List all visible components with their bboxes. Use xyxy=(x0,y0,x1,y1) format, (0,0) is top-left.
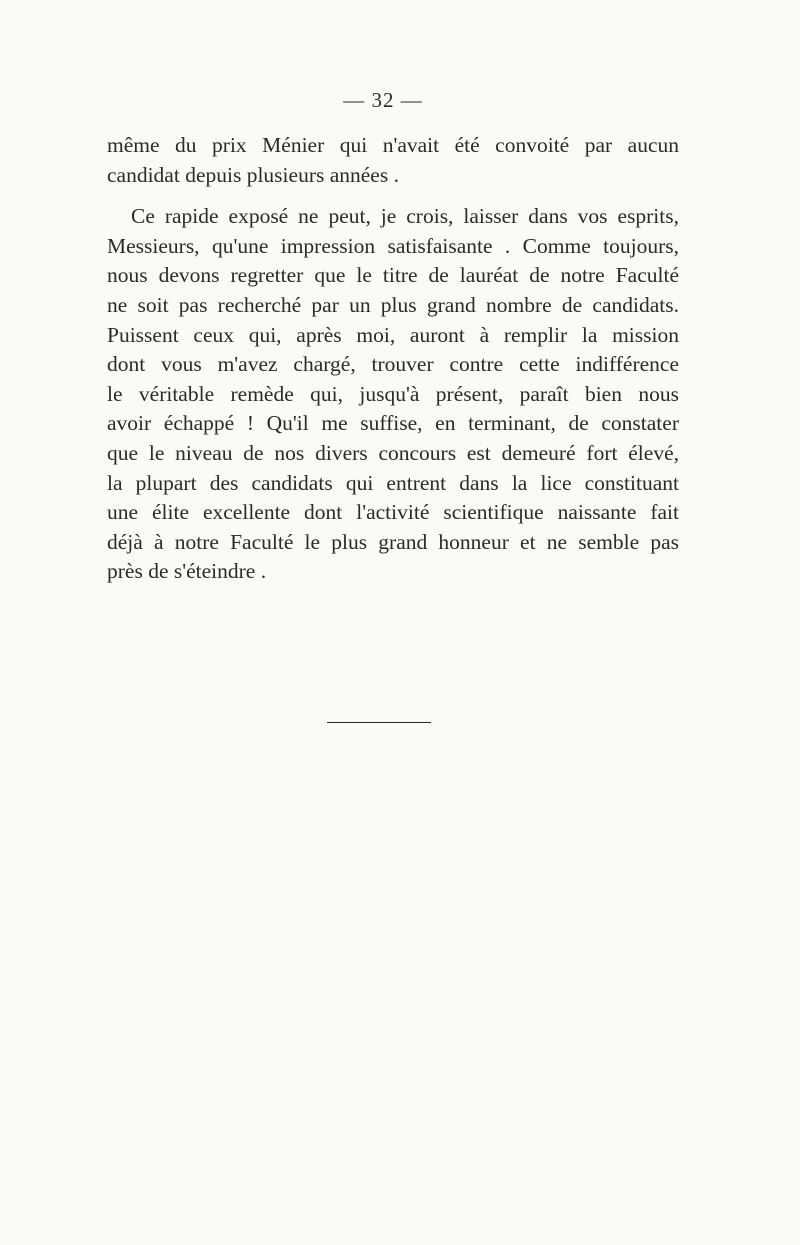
text-line: près de s'éteindre . xyxy=(107,559,267,584)
text-line: que le niveau de nos divers concours est demeuré fort élevé, xyxy=(107,440,679,465)
paragraph-gap xyxy=(107,190,679,202)
text-line: même du prix Ménier qui n'avait été convoité par aucun xyxy=(107,133,679,157)
closing-rule xyxy=(327,722,431,723)
paragraph xyxy=(107,202,679,587)
text-line: une élite excellente dont l'activité scientifique naissante fait xyxy=(107,500,679,525)
text-line: le véritable remède qui, jusqu'à présent, paraît bien nous xyxy=(107,381,679,406)
text-line: ne soit pas recherché par un plus grand nombre de candidats. xyxy=(107,292,679,317)
text-line: nous devons regretter que le titre de lauréat de notre Faculté xyxy=(107,263,679,288)
text-line: Ce rapide exposé ne peut, je crois, laisser dans vos esprits, xyxy=(131,204,679,229)
text-line: Puissent ceux qui, après moi, auront à remplir la mission xyxy=(107,322,679,347)
text-line: dont vous m'avez chargé, trouver contre cette indifférence xyxy=(107,352,679,377)
text-line: la plupart des candidats qui entrent dans la lice constituant xyxy=(107,470,679,495)
paragraph xyxy=(107,131,679,190)
text-line: candidat depuis plusieurs années . xyxy=(107,162,399,187)
text-line: Messieurs, qu'une impression satisfaisante . Comme toujours, xyxy=(107,233,679,258)
text-line: avoir échappé ! Qu'il me suffise, en terminant, de constater xyxy=(107,411,679,436)
text-line: déjà à notre Faculté le plus grand honneur et ne semble pas xyxy=(107,529,679,554)
body-text xyxy=(107,131,679,587)
page-number: — 32 — xyxy=(343,88,423,112)
